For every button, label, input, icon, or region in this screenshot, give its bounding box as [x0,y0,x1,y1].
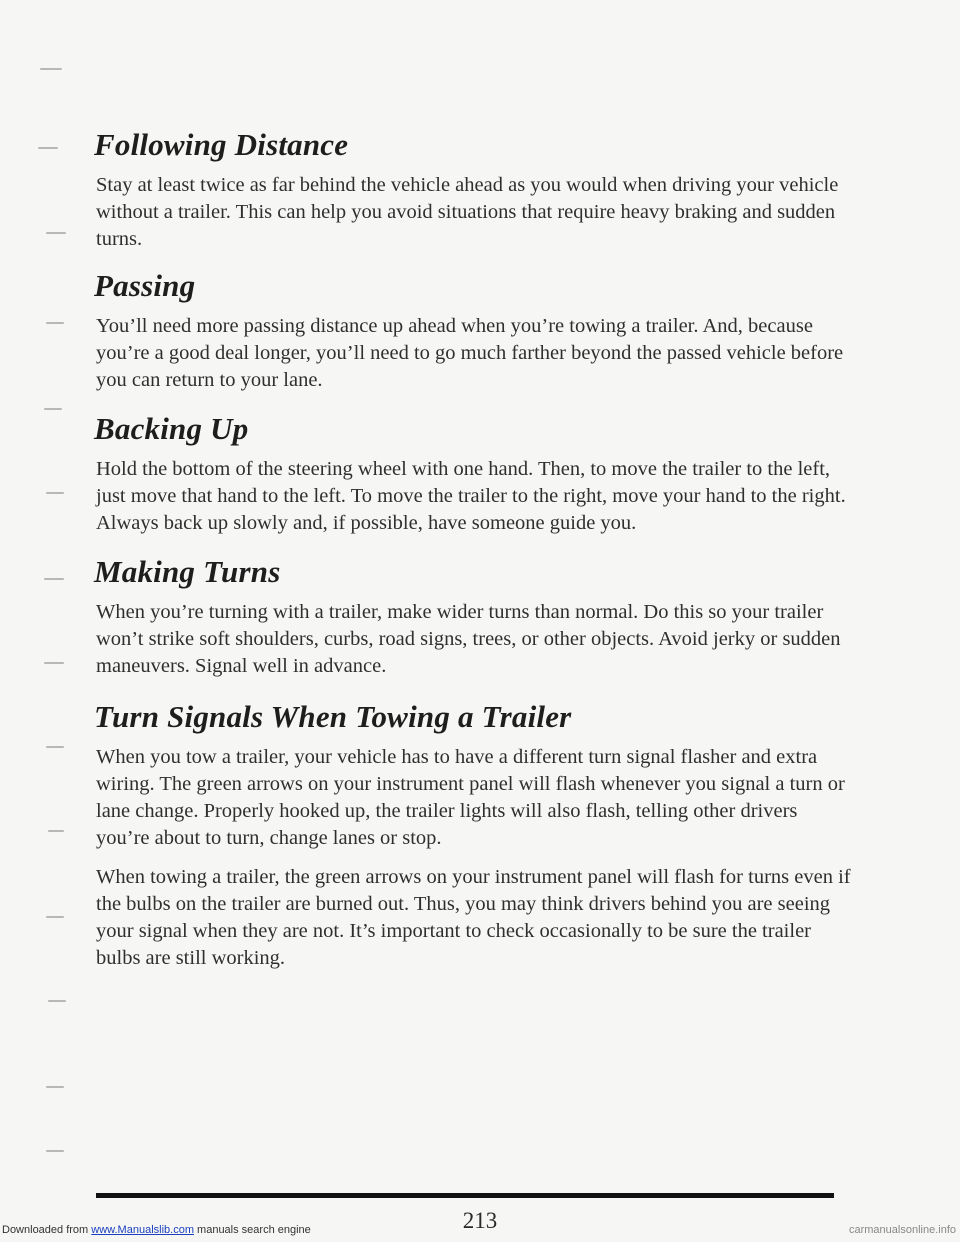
section-turn-signals [94,700,854,972]
margin-mark [46,1086,64,1088]
download-credit [2,1224,311,1236]
section-paragraph: Hold the bottom of the steering wheel with one hand. Then, to move the trailer to the left, just move that hand to the left. To move the trailer to the right, move your hand to the right. Always back up slowly and, if possible, have someone guide you. [96,458,846,534]
margin-mark [46,916,64,918]
section-making-turns [94,555,854,680]
margin-mark [46,746,64,748]
section-paragraph: You’ll need more passing distance up ahead when you’re towing a trailer. And, because you’re a good deal longer, you’ll need to go much farther beyond the passed vehicle before you can return to your lane. [96,315,844,391]
section-paragraph: When you’re turning with a trailer, make wider turns than normal. Do this so your trailer won’t strike soft shoulders, curbs, road signs, trees, or other objects. Avoid jerky or sudden maneuvers. Signal well in advance. [96,601,841,677]
page-number: 213 [462,1208,498,1233]
section-passing [94,269,854,394]
section-heading: Making Turns [94,554,281,589]
watermark-text: carmanualsonline.info [848,1224,956,1236]
section-paragraph: When you tow a trailer, your vehicle has to have a different turn signal flasher and extra wiring. The green arrows on your instrument panel will flash whenever you signal a turn or lane change. Properly hooked up, the trailer lights will also flash, telling other drivers you’re about to turn, change lanes or stop. [96,746,845,849]
margin-mark [44,578,64,580]
margin-mark [38,147,58,149]
margin-mark [46,1150,64,1152]
margin-mark [44,408,62,410]
credit-prefix: Downloaded from [2,1224,92,1236]
margin-mark [46,492,64,494]
manualslib-link[interactable]: www.Manualslib.com [91,1224,194,1236]
margin-mark [48,1000,66,1002]
section-paragraph: Stay at least twice as far behind the vehicle ahead as you would when driving your vehicle without a trailer. This can help you avoid situations that require heavy braking and sudden turns. [96,174,839,250]
credit-suffix: manuals search engine [193,1224,311,1236]
section-backing-up [94,412,854,537]
section-heading: Backing Up [94,411,249,446]
section-following-distance [94,128,854,253]
section-paragraph: When towing a trailer, the green arrows on your instrument panel will flash for turns even if the bulbs on the trailer are burned out. Thus, you may think drivers behind you are seeing your signal when they are not. It’s important to check occasionally to be sure the trailer bulbs are still working. [96,866,851,969]
section-heading: Passing [94,268,196,303]
margin-mark [44,662,64,664]
margin-mark [48,830,64,832]
margin-mark [46,322,64,324]
page-content [94,128,854,984]
section-heading: Turn Signals When Towing a Trailer [94,699,572,734]
margin-mark [46,232,66,234]
margin-mark [40,68,62,70]
section-heading: Following Distance [94,127,349,162]
binding-margin-marks [0,0,80,1242]
footer-rule [96,1193,834,1198]
